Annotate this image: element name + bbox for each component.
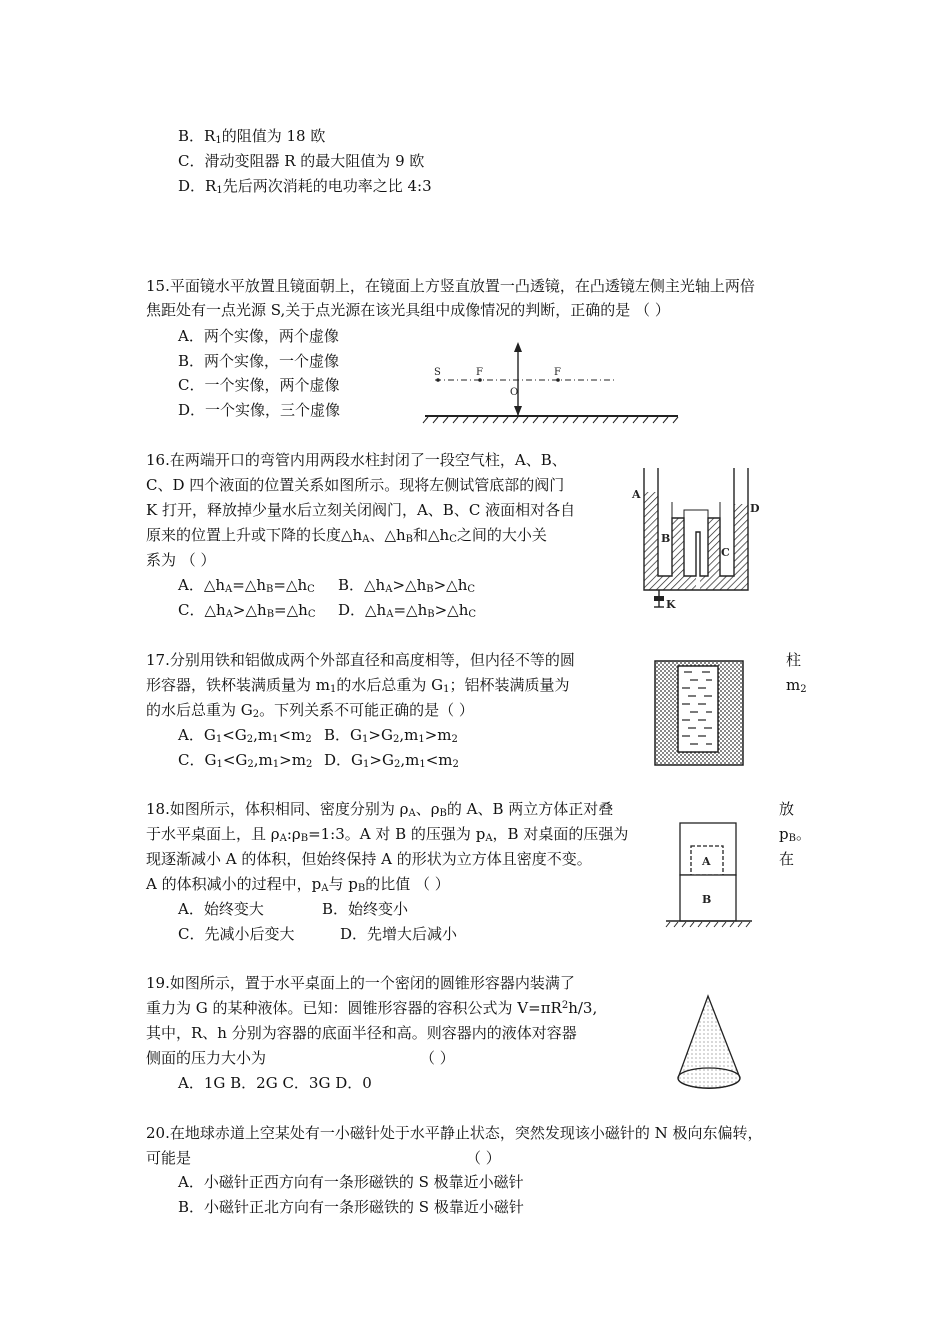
q16-option-a: A．$\triangle h_A=\triangle h_B=\triangle h_C$ bbox=[178, 576, 315, 595]
q15-option-c: C．一个实像，两个虚像 bbox=[178, 376, 340, 394]
q18-option-d: D．先增大后减小 bbox=[340, 925, 458, 943]
q19-options: A．1G B．2G C．3G D．0 bbox=[178, 1074, 372, 1092]
q16-stem-line4: 原来的位置上升或下降的长度$\triangle h_A$、$\triangle h_B$和$\triangle h_C$之间的大小关 bbox=[146, 526, 547, 545]
q16-stem-line3: K 打开，释放掉少量水后立刻关闭阀门，A、B、C 液面相对各自 bbox=[146, 501, 576, 519]
q15-option-b: B．两个实像，一个虚像 bbox=[178, 352, 340, 370]
q16-label-b: B bbox=[661, 532, 671, 545]
q17-option-d: D．$G_1>G_2,m_1<m_2$ bbox=[324, 751, 459, 770]
q18-cubes-figure bbox=[664, 820, 754, 930]
q18-stem-line3: 现逐渐减小 A 的体积，但始终保持 A 的形状为立方体且密度不变。 bbox=[146, 850, 592, 868]
q17-stem-line3: 的水后总重为 $G_2$。下列关系不可能正确的是（ ） bbox=[146, 701, 474, 720]
q20-stem-line2: 可能是 bbox=[146, 1149, 192, 1167]
q17-cup-figure bbox=[654, 660, 744, 766]
q16-stem-line2: C、D 四个液面的位置关系如图所示。现将左侧试管底部的阀门 bbox=[146, 476, 565, 494]
q17-option-a: A．$G_1<G_2,m_1<m_2$ bbox=[178, 726, 312, 745]
q15-label-f1: F bbox=[476, 367, 483, 378]
q18-option-a: A．始终变大 bbox=[178, 900, 264, 918]
q15-stem-line1: 15.平面镜水平放置且镜面朝上，在镜面上方竖直放置一凸透镜，在凸透镜左侧主光轴上两倍 bbox=[146, 277, 755, 295]
q20-answer-paren: （ ） bbox=[466, 1149, 501, 1167]
q15-option-d: D．一个实像，三个虚像 bbox=[178, 401, 341, 419]
q20-option-b: B．小磁针正北方向有一条形磁铁的 S 极靠近小磁针 bbox=[178, 1198, 524, 1216]
q17-option-c: C．$G_1<G_2,m_1>m_2$ bbox=[178, 751, 313, 770]
q15-label-s: S bbox=[434, 367, 441, 378]
q16-option-c: C．$\triangle h_A>\triangle h_B=\triangle h_C$ bbox=[178, 601, 316, 620]
q18-option-c: C．先减小后变大 bbox=[178, 925, 295, 943]
q18-stem-line2: 于水平桌面上，且 $\rho_A:\rho_B=1:3$。A 对 B 的压强为 $p_A$，B 对桌面的压强为 bbox=[146, 825, 629, 844]
q18-label-a: A bbox=[702, 855, 711, 868]
q16-bent-tube-figure bbox=[628, 462, 768, 612]
q15-lens-mirror-figure bbox=[420, 340, 680, 425]
q14-option-b: B．$R_1$的阻值为 18 欧 bbox=[178, 127, 326, 146]
q17-stem-line2: 形容器，铁杯装满质量为 $m_1$的水后总重为 $G_1$；铝杯装满质量为 bbox=[146, 676, 570, 695]
q19-stem-line1: 19.如图所示，置于水平桌面上的一个密闭的圆锥形容器内装满了 bbox=[146, 974, 575, 992]
q15-option-a: A．两个实像，两个虚像 bbox=[178, 327, 339, 345]
q15-label-o: O bbox=[510, 387, 519, 398]
q18-stem-line2-tail: $p_B$。 bbox=[779, 825, 811, 844]
q18-option-b: B．始终变小 bbox=[322, 900, 409, 918]
q14-option-c: C．滑动变阻器 R 的最大阻值为 9 欧 bbox=[178, 152, 425, 170]
q18-stem-line1: 18.如图所示，体积相同、密度分别为 $\rho_A$、$\rho_B$的 A、B 两立方体正对叠 bbox=[146, 800, 614, 819]
q16-label-c: C bbox=[721, 546, 730, 559]
q16-label-k: K bbox=[666, 598, 676, 611]
q19-stem-line4: 侧面的压力大小为 bbox=[146, 1049, 267, 1067]
q17-stem-line2-tail: $m_2$ bbox=[786, 676, 807, 695]
q20-option-a: A．小磁针正西方向有一条形磁铁的 S 极靠近小磁针 bbox=[178, 1173, 524, 1191]
q17-stem-line1-tail: 柱 bbox=[786, 651, 802, 669]
q19-cone-figure bbox=[670, 992, 756, 1096]
q17-stem-line1: 17.分别用铁和铝做成两个外部直径和高度相等，但内径不等的圆 bbox=[146, 651, 575, 669]
q16-option-d: D．$\triangle h_A=\triangle h_B>\triangle h_C$ bbox=[338, 601, 477, 620]
q19-answer-paren: （ ） bbox=[420, 1049, 455, 1067]
q16-stem-line5: 系为 （ ） bbox=[146, 551, 216, 569]
q18-label-b: B bbox=[702, 893, 712, 906]
q16-label-d: D bbox=[750, 502, 760, 515]
q15-stem-line2: 焦距处有一点光源 S,关于点光源在该光具组中成像情况的判断，正确的是 （ ） bbox=[146, 301, 670, 319]
q18-stem-line4: A 的体积减小的过程中，$p_A$与 $p_B$的比值 （ ） bbox=[146, 875, 450, 894]
q19-stem-line2: 重力为 G 的某种液体。已知：圆锥形容器的容积公式为 $V=\pi R^2h/3$, bbox=[146, 999, 598, 1017]
q15-label-f2: F bbox=[554, 367, 561, 378]
q18-stem-line3-tail: 在 bbox=[779, 850, 795, 868]
q18-stem-line1-tail: 放 bbox=[779, 800, 795, 818]
q19-stem-line3: 其中，R、h 分别为容器的底面半径和高。则容器内的液体对容器 bbox=[146, 1024, 577, 1042]
q17-option-b: B．$G_1>G_2,m_1>m_2$ bbox=[324, 726, 458, 745]
q14-option-d: D．$R_1$先后两次消耗的电功率之比 4:3 bbox=[178, 177, 432, 196]
q16-stem-line1: 16.在两端开口的弯管内用两段水柱封闭了一段空气柱，A、B、 bbox=[146, 451, 567, 469]
q20-stem-line1: 20.在地球赤道上空某处有一小磁针处于水平静止状态，突然发现该小磁针的 N 极向东偏转， bbox=[146, 1124, 763, 1142]
q16-label-a: A bbox=[632, 488, 641, 501]
q16-option-b: B．$\triangle h_A>\triangle h_B>\triangle h_C$ bbox=[338, 576, 476, 595]
